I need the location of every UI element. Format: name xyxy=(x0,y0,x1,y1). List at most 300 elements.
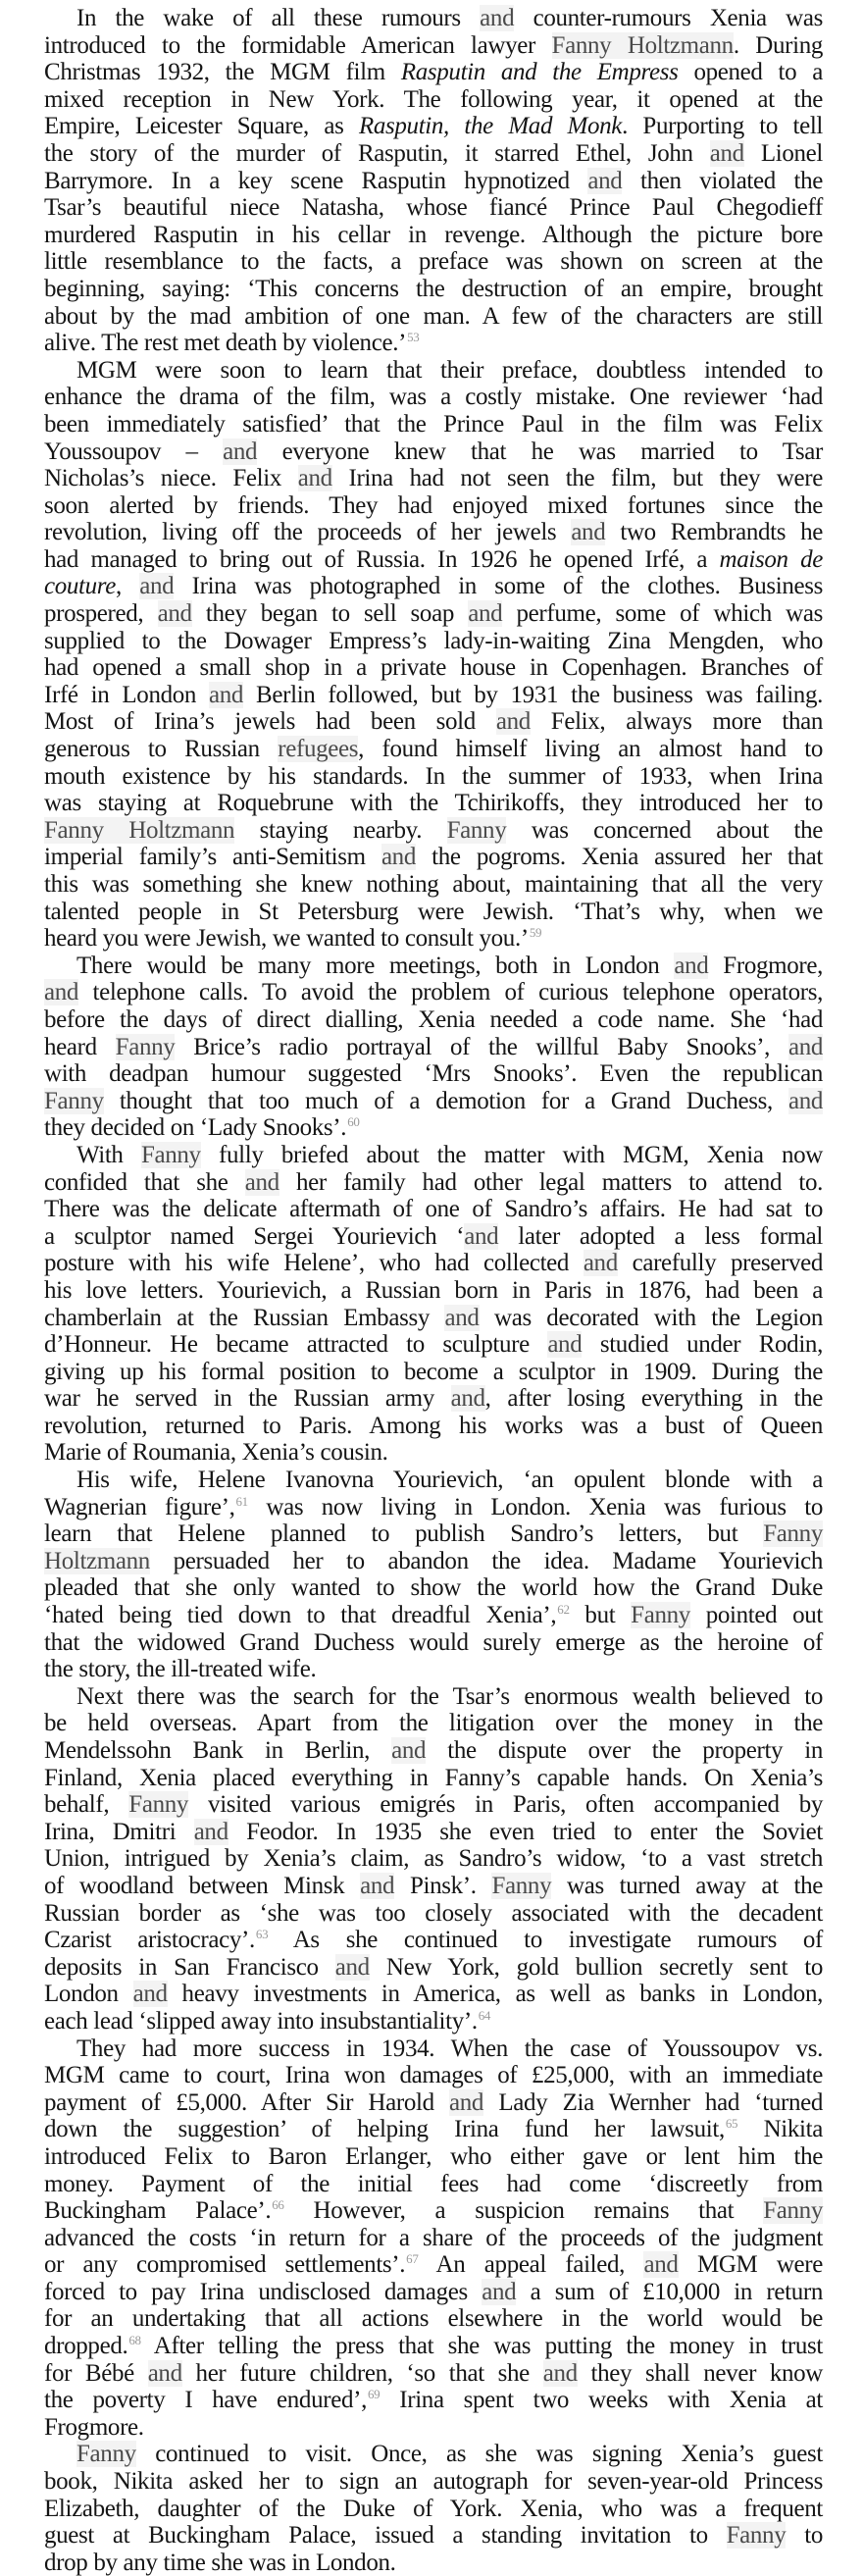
highlighted-term: and xyxy=(44,979,79,1006)
text-run: persuaded her to abandon the idea. Madame Yourievich xyxy=(149,1547,823,1574)
text-run: mixed reception in New York. The following year, it opened at the xyxy=(44,85,823,113)
text-run: alive. The rest met death by violence.’ xyxy=(44,330,407,357)
text-line xyxy=(44,384,823,411)
text-line xyxy=(44,2360,823,2388)
italic-title: Rasputin and the Empress xyxy=(400,59,679,86)
text-run: They had more success in 1934. When the case of Youssoupov vs. xyxy=(76,2035,823,2062)
text-line xyxy=(44,438,823,466)
text-run: His wife, Helene Ivanovna Yourievich, ‘an opulent blonde with a xyxy=(76,1467,823,1494)
text-run: Christmas 1932, the MGM film xyxy=(44,59,401,86)
highlighted-term: and xyxy=(480,5,515,31)
text-line xyxy=(44,736,823,763)
text-run: , xyxy=(116,573,140,600)
text-run: pleaded that she only wanted to show the world how the Grand Duke xyxy=(44,1574,823,1602)
text-line xyxy=(44,194,823,222)
text-run: with deadpan humour suggested ‘Mrs Snooks’. Even the republican xyxy=(44,1060,823,1088)
text-run: his love letters. Yourievich, a Russian born in Paris in 1876, had been a xyxy=(44,1276,823,1304)
text-run: a sculptor named Sergei Yourievich ‘ xyxy=(44,1222,465,1250)
text-run: revolution, living off the proceeds of her jewels xyxy=(44,519,572,546)
text-line xyxy=(44,2197,823,2225)
text-run: Irfé in London xyxy=(44,681,210,708)
paragraph xyxy=(44,953,823,1142)
highlighted-term: and xyxy=(495,708,531,736)
text-run: war he served in the Russian army xyxy=(44,1385,451,1413)
text-run: was now living in London. Xenia was furious to xyxy=(247,1493,823,1520)
text-line xyxy=(44,1602,823,1629)
text-run: An appeal failed, xyxy=(418,2251,644,2279)
paragraph xyxy=(44,2035,823,2442)
text-run: then violated the xyxy=(622,167,823,194)
highlighted-term: and xyxy=(132,1981,168,2008)
text-line xyxy=(44,2116,823,2143)
text-run: heard xyxy=(44,1033,116,1060)
text-line xyxy=(44,925,823,953)
text-run: Marie of Roumania, Xenia’s cousin. xyxy=(44,1439,388,1467)
text-line xyxy=(44,222,823,249)
text-run: There would be many more meetings, both in London xyxy=(76,952,675,979)
text-line xyxy=(44,1331,823,1359)
text-line xyxy=(44,1467,823,1494)
text-line xyxy=(44,168,823,195)
text-line xyxy=(44,2305,823,2333)
highlighted-term: Fanny xyxy=(763,2197,823,2225)
highlighted-term: refugees xyxy=(278,736,359,763)
text-line xyxy=(44,1060,823,1088)
highlighted-term: and xyxy=(209,681,244,708)
text-run: Irina, Dmitri xyxy=(44,1818,194,1845)
text-run: In the wake of all these rumours xyxy=(76,5,481,31)
text-run: Most of Irina’s jewels had been sold xyxy=(44,708,496,736)
text-run: , after losing everything in the xyxy=(484,1385,824,1413)
text-run: With xyxy=(76,1141,141,1168)
highlighted-term: and xyxy=(542,2359,578,2387)
text-line xyxy=(44,708,823,736)
italic-title: maison de xyxy=(719,545,823,573)
text-run: for an undertaking that all actions elsewhere in the world would be xyxy=(44,2305,823,2333)
text-line xyxy=(44,2522,823,2550)
text-run: pointed out xyxy=(689,1602,823,1629)
text-run: Irina had not seen the film, but they were xyxy=(331,465,823,492)
text-run: supplied to the Dowager Empress’s lady-in-waiting Zina Mengden, who xyxy=(44,627,823,654)
text-run: revolution, returned to Paris. Among his works was a bust of Queen xyxy=(44,1412,823,1439)
text-run: Union, intrigued by Xenia’s claim, as Sandro’s widow, ‘to a vast stretch xyxy=(44,1845,823,1873)
text-run: Tsar’s beautiful niece Natasha, whose fiancé Prince Paul Chegodieff xyxy=(44,194,823,222)
text-line xyxy=(44,357,823,385)
text-line xyxy=(44,1927,823,1954)
footnote-marker[interactable]: 64 xyxy=(478,2007,491,2023)
text-run: After telling the press that she was putting the money in trust xyxy=(140,2333,823,2360)
highlighted-term: and xyxy=(464,1222,499,1250)
text-run: As she continued to investigate rumours of xyxy=(268,1927,823,1954)
paragraph xyxy=(44,357,823,953)
highlighted-term: Fanny xyxy=(76,2441,136,2468)
highlighted-term: and xyxy=(139,573,175,600)
highlighted-term: and xyxy=(223,438,258,465)
text-run: was decorated with the Legion xyxy=(479,1304,823,1331)
text-run: Youssoupov – xyxy=(44,438,224,465)
footnote-marker[interactable]: 59 xyxy=(529,925,542,941)
text-line xyxy=(44,682,823,709)
highlighted-term: and xyxy=(193,1818,228,1845)
text-line xyxy=(44,1250,823,1277)
highlighted-term: and xyxy=(482,2278,517,2305)
text-line xyxy=(44,654,823,682)
text-line xyxy=(44,1305,823,1332)
text-run: Wagnerian figure’, xyxy=(44,1493,235,1520)
text-run: to xyxy=(786,2522,823,2550)
text-line xyxy=(44,330,823,357)
paragraph xyxy=(44,1142,823,1467)
text-run: a sum of £10,000 in return xyxy=(516,2278,823,2305)
text-run: Elizabeth, daughter of the Duke of York. Xenia, who was a frequent xyxy=(44,2495,823,2522)
body-text xyxy=(44,5,823,2576)
highlighted-term: and xyxy=(244,1168,279,1196)
text-run: deposits in San Francisco xyxy=(44,1953,335,1981)
text-run: had opened a small shop in a private house in Copenhagen. Branches of xyxy=(44,654,823,682)
text-run: enhance the drama of the film, was a costly mistake. One reviewer ‘had xyxy=(44,384,823,411)
highlighted-term: and xyxy=(157,600,192,628)
text-line xyxy=(44,763,823,791)
text-run: , found himself living an almost hand to xyxy=(358,736,824,763)
footnote-marker[interactable]: 67 xyxy=(406,2251,419,2267)
italic-title: couture xyxy=(44,573,116,600)
text-line xyxy=(44,1359,823,1386)
text-run: for Bébé xyxy=(44,2359,148,2387)
text-line xyxy=(44,600,823,628)
text-run: but xyxy=(569,1602,632,1629)
highlighted-term: Fanny xyxy=(631,1602,690,1629)
text-run: Barrymore. In a key scene Rasputin hypnotized xyxy=(44,167,588,194)
text-run: later adopted a less formal xyxy=(498,1222,824,1250)
highlighted-term: and xyxy=(787,1033,824,1060)
text-line xyxy=(44,1954,823,1982)
paragraph xyxy=(44,2441,823,2576)
footnote-marker[interactable]: 53 xyxy=(407,330,420,345)
text-line xyxy=(44,2496,823,2523)
highlighted-term: Fanny xyxy=(115,1033,176,1060)
text-line xyxy=(44,2171,823,2198)
text-run: perfume, some of which was xyxy=(502,600,823,628)
text-run: been immediately satisfied’ that the Prince Paul in the film was Felix xyxy=(44,410,823,438)
highlighted-term: and xyxy=(643,2251,679,2279)
text-run: fully briefed about the matter with MGM, Xenia now xyxy=(200,1141,823,1168)
text-line xyxy=(44,2008,823,2035)
italic-title: Rasputin, the Mad Monk xyxy=(358,113,623,140)
text-line xyxy=(44,140,823,168)
text-run: this was something she knew nothing about, maintaining that all the very xyxy=(44,871,823,898)
text-run: the story, the ill-treated wife. xyxy=(44,1656,317,1683)
text-run: they began to sell soap xyxy=(191,600,469,628)
text-run: was concerned about the xyxy=(506,816,823,844)
text-run: d’Honneur. He became attracted to sculpture xyxy=(44,1331,548,1359)
text-line xyxy=(44,1494,823,1521)
text-run: the pogroms. Xenia assured her that xyxy=(415,844,823,871)
text-line xyxy=(44,953,823,980)
highlighted-term: and xyxy=(571,519,606,546)
text-run: her future children, ‘so that she xyxy=(181,2359,543,2387)
highlighted-term: Fanny xyxy=(763,1520,823,1548)
text-run: was turned away at the xyxy=(551,1872,824,1899)
text-run: staying nearby. xyxy=(234,816,447,844)
text-run: Irina spent two weeks with Xenia at xyxy=(380,2387,823,2414)
text-run: confided that she xyxy=(44,1168,245,1196)
text-line xyxy=(44,1683,823,1711)
text-run: behalf, xyxy=(44,1791,129,1819)
text-run: Brice’s radio portrayal of the willful Baby Snooks’, xyxy=(175,1033,788,1060)
text-run: thought that too much of a demotion for a Grand Duchess, xyxy=(103,1087,788,1114)
text-run: imperial family’s anti-Semitism xyxy=(44,844,381,871)
text-line xyxy=(44,465,823,492)
text-run: Finland, Xenia placed everything in Fanny’s capable hands. On Xenia’s xyxy=(44,1764,823,1791)
text-run: heavy investments in America, as well as banks in London, xyxy=(167,1981,823,2008)
text-run: be held overseas. Apart from the litigation over the money in the xyxy=(44,1710,823,1737)
text-line xyxy=(44,1223,823,1251)
text-run: learn that Helene planned to publish Sandro’s letters, but xyxy=(44,1520,764,1548)
text-line xyxy=(44,628,823,655)
text-line xyxy=(44,519,823,546)
highlighted-term: and xyxy=(381,844,416,871)
text-run: of woodland between Minsk xyxy=(44,1872,361,1899)
text-run: Buckingham Palace’. xyxy=(44,2197,272,2225)
text-run: chamberlain at the Russian Embassy xyxy=(44,1304,445,1331)
highlighted-term: Fanny Holtzmann xyxy=(551,31,734,59)
text-run: Next there was the search for the Tsar’s enormous wealth believed to xyxy=(76,1682,823,1710)
text-line xyxy=(44,1006,823,1034)
text-line xyxy=(44,817,823,845)
highlighted-term: and xyxy=(674,952,709,979)
text-run: soon alerted by friends. They had enjoyed mixed fortunes since the xyxy=(44,491,823,519)
text-line xyxy=(44,979,823,1006)
text-run: the dispute over the property in xyxy=(426,1737,824,1764)
text-run: visited various emigrés in Paris, often accompanied by xyxy=(188,1791,823,1819)
text-run: counter-rumours Xenia was xyxy=(514,5,823,31)
highlighted-term: Fanny xyxy=(140,1141,201,1168)
text-line xyxy=(44,1900,823,1928)
text-run: studied under Rodin, xyxy=(582,1331,823,1359)
text-run: advanced the costs ‘in return for a share of the proceeds of the judgment xyxy=(44,2224,823,2251)
text-line xyxy=(44,1439,823,1467)
text-run: Nicholas’s niece. Felix xyxy=(44,465,298,492)
highlighted-term: Fanny Holtzmann xyxy=(44,816,235,844)
text-line xyxy=(44,2143,823,2171)
text-line xyxy=(44,1034,823,1061)
text-run: Felix, always more than xyxy=(530,708,823,736)
highlighted-term: and xyxy=(444,1304,480,1331)
text-run: Frogmore. xyxy=(44,2413,144,2441)
text-run: . During xyxy=(733,31,824,59)
footnote-marker[interactable]: 65 xyxy=(725,2116,738,2132)
text-line xyxy=(44,248,823,276)
text-line xyxy=(44,1520,823,1548)
text-run: introduced Felix to Baron Erlanger, who either gave or lent him the xyxy=(44,2142,823,2170)
text-run: London xyxy=(44,1981,133,2008)
text-run: little resemblance to the facts, a preface was shown on screen at the xyxy=(44,248,823,276)
text-run: murdered Rasputin in his cellar in revenge. Although the picture bore xyxy=(44,221,823,248)
text-run: Mendelssohn Bank in Berlin, xyxy=(44,1737,392,1764)
text-run: her family had other legal matters to attend to. xyxy=(279,1168,823,1196)
text-run: Berlin followed, but by 1931 the business was failing. xyxy=(243,681,823,708)
text-run: guest at Buckingham Palace, issued a standing invitation to xyxy=(44,2522,727,2550)
text-run: posture with his wife Helene’, who had collected xyxy=(44,1250,584,1277)
text-run: continued to visit. Once, as she was signing Xenia’s guest xyxy=(135,2441,823,2468)
text-line xyxy=(44,573,823,600)
highlighted-term: and xyxy=(360,1872,395,1899)
text-run: mouth existence by his standards. In the summer of 1933, when Irina xyxy=(44,762,823,790)
text-run: down the suggestion’ of helping Irina fund her lawsuit, xyxy=(44,2116,725,2143)
paragraph xyxy=(44,1683,823,2035)
highlighted-term: and xyxy=(297,465,332,492)
text-line xyxy=(44,1548,823,1575)
text-line xyxy=(44,2062,823,2089)
text-run: prospered, xyxy=(44,600,158,628)
text-run: dropped. xyxy=(44,2333,128,2360)
text-line xyxy=(44,2441,823,2468)
text-line xyxy=(44,1819,823,1846)
highlighted-term: Fanny xyxy=(446,816,507,844)
text-run: Lionel xyxy=(743,139,824,167)
text-run: the story of the murder of Rasputin, it starred Ethel, John xyxy=(44,139,710,167)
text-line xyxy=(44,2414,823,2442)
highlighted-term: and xyxy=(334,1953,370,1981)
text-run: before the days of direct dialling, Xenia needed a code name. She ‘had xyxy=(44,1005,823,1033)
highlighted-term: Fanny xyxy=(128,1791,189,1819)
highlighted-term: and xyxy=(449,2088,484,2116)
text-run: There was the delicate aftermath of one of Sandro’s affairs. He had sat to xyxy=(44,1196,823,1223)
text-run: forced to pay Irina undisclosed damages xyxy=(44,2278,482,2305)
text-line xyxy=(44,1629,823,1657)
text-run: Frogmore, xyxy=(708,952,823,979)
footnote-marker[interactable]: 60 xyxy=(347,1114,360,1130)
text-run: telephone calls. To avoid the problem of curious telephone operators, xyxy=(78,979,823,1006)
highlighted-term: and xyxy=(468,600,503,628)
text-run: introduced to the formidable American lawyer xyxy=(44,31,552,59)
text-line xyxy=(44,2279,823,2306)
text-line xyxy=(44,1981,823,2008)
text-run: MGM were soon to learn that their preface, doubtless intended to xyxy=(76,356,823,384)
text-run: Irina was photographed in some of the clothes. Business xyxy=(174,573,823,600)
text-run: MGM were xyxy=(678,2251,824,2279)
text-run: Russian border as ‘she was too closely associated with the decadent xyxy=(44,1899,823,1927)
text-line xyxy=(44,1169,823,1197)
paragraph xyxy=(44,5,823,357)
text-line xyxy=(44,1088,823,1115)
paragraph xyxy=(44,1467,823,1683)
text-run: was staying at Roquebrune with the Tchirikoffs, they introduced her to xyxy=(44,790,823,817)
text-line xyxy=(44,86,823,114)
text-line xyxy=(44,790,823,817)
text-line xyxy=(44,871,823,899)
text-run: book, Nikita asked her to sign an autograph for seven-year-old Princess xyxy=(44,2468,823,2496)
text-line xyxy=(44,59,823,86)
text-run: that the widowed Grand Duchess would surely emerge as the heroine of xyxy=(44,1628,823,1656)
footnote-marker[interactable]: 69 xyxy=(367,2387,381,2402)
text-run: giving up his formal position to become a sculptor in 1909. During the xyxy=(44,1358,823,1385)
text-line xyxy=(44,2468,823,2496)
text-run: each lead ‘slipped away into insubstantiality’. xyxy=(44,2007,478,2035)
text-run: Nikita xyxy=(737,2116,823,2143)
text-run: Czarist aristocracy’. xyxy=(44,1927,255,1954)
footnote-marker[interactable]: 68 xyxy=(128,2333,141,2348)
text-line xyxy=(44,2035,823,2063)
text-line xyxy=(44,411,823,438)
text-line xyxy=(44,276,823,303)
text-run: . Purporting to tell xyxy=(622,113,824,140)
text-line xyxy=(44,2387,823,2414)
highlighted-term: and xyxy=(787,1087,823,1114)
highlighted-term: and xyxy=(583,1250,618,1277)
highlighted-term: and xyxy=(391,1737,427,1764)
text-run: MGM came to court, Irina won damages of £25,000, with an immediate xyxy=(44,2062,823,2089)
text-run: heard you were Jewish, we wanted to consult you.’ xyxy=(44,925,529,953)
text-line xyxy=(44,2225,823,2252)
text-line xyxy=(44,2089,823,2117)
text-run: about by the mad ambition of one man. A few of the characters are still xyxy=(44,302,823,330)
text-run: beginning, saying: ‘This concerns the destruction of an empire, brought xyxy=(44,275,823,302)
text-line xyxy=(44,1791,823,1819)
highlighted-term: and xyxy=(587,167,623,194)
highlighted-term: and xyxy=(709,139,744,167)
text-line xyxy=(44,5,823,32)
text-line xyxy=(44,303,823,331)
text-run: they shall never know xyxy=(577,2359,823,2387)
footnote-marker[interactable]: 62 xyxy=(557,1602,570,1618)
text-run: opened to a xyxy=(678,59,823,86)
text-run: two Rembrandts he xyxy=(605,519,824,546)
text-line xyxy=(44,113,823,140)
text-run: Feodor. In 1935 she even tried to enter the Soviet xyxy=(228,1818,823,1845)
text-run: Lady Zia Wernher had ‘turned xyxy=(483,2088,823,2116)
text-line xyxy=(44,1196,823,1223)
text-line xyxy=(44,1710,823,1737)
text-line xyxy=(44,1413,823,1440)
highlighted-term: Fanny xyxy=(726,2522,787,2550)
text-line xyxy=(44,1385,823,1413)
text-line xyxy=(44,1845,823,1873)
footnote-marker[interactable]: 63 xyxy=(255,1927,269,1942)
text-line xyxy=(44,1277,823,1305)
text-line xyxy=(44,546,823,574)
highlighted-term: and xyxy=(147,2359,182,2387)
text-run: However, a suspicion remains that xyxy=(283,2197,764,2225)
book-page xyxy=(44,0,823,2576)
text-line xyxy=(44,2333,823,2360)
text-run: payment of £5,000. After Sir Harold xyxy=(44,2088,450,2116)
highlighted-term: Fanny xyxy=(491,1872,552,1899)
text-line xyxy=(44,844,823,871)
text-run: had managed to bring out of Russia. In 1926 he opened Irfé, a xyxy=(44,545,720,573)
text-line xyxy=(44,1873,823,1900)
text-run: they decided on ‘Lady Snooks’. xyxy=(44,1114,347,1142)
text-run: generous to Russian xyxy=(44,736,279,763)
text-line xyxy=(44,1574,823,1602)
text-run: Empire, Leicester Square, as xyxy=(44,113,359,140)
text-run: ‘hated being tied down to that dreadful Xenia’, xyxy=(44,1602,557,1629)
text-run: everyone knew that he was married to Tsar xyxy=(257,438,823,465)
text-line xyxy=(44,1765,823,1792)
text-line xyxy=(44,1142,823,1169)
text-run: talented people in St Petersburg were Jewish. ‘That’s why, when we xyxy=(44,898,823,925)
footnote-marker[interactable]: 66 xyxy=(272,2197,284,2213)
highlighted-term: and xyxy=(450,1385,485,1413)
highlighted-term: and xyxy=(547,1331,583,1359)
text-line xyxy=(44,32,823,60)
text-line xyxy=(44,1656,823,1683)
text-line xyxy=(44,2251,823,2279)
text-run: money. Payment of the initial fees had come ‘discreetly from xyxy=(44,2170,823,2197)
text-run: drop by any time she was in London. xyxy=(44,2549,396,2576)
text-run: New York, gold bullion secretly sent to xyxy=(369,1953,824,1981)
footnote-marker[interactable]: 61 xyxy=(235,1493,248,1509)
